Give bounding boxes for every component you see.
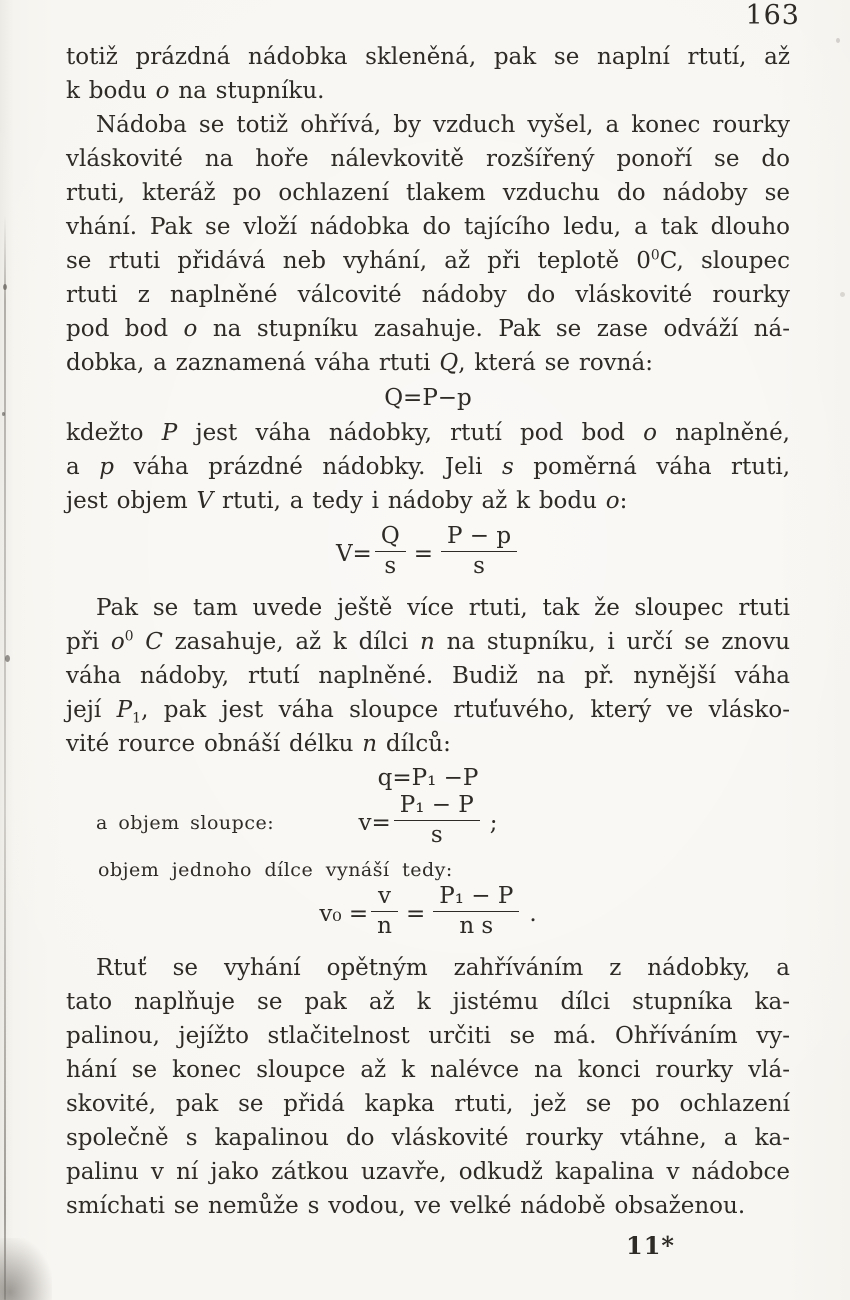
paragraph-compressibility: [66, 951, 790, 1223]
text-line: se rtuti přidává neb vyhání, až při teplotě $0^0C$, sloupec: [66, 247, 790, 274]
paragraph-intro: [66, 40, 790, 108]
page-number: 163: [745, 0, 800, 31]
fraction-numerator: Q: [380, 523, 400, 549]
fraction: [371, 885, 398, 938]
fraction: [441, 525, 517, 578]
formula-tail: ;: [489, 809, 498, 836]
text-line: Nádoba se totiž ohřívá, by vzduch vyšel, a konec rourky: [96, 112, 790, 138]
text-line: vhání. Pak se vloží nádobka do tajícího ledu, a tak dlouho: [66, 214, 790, 240]
formula-weight-difference: [66, 383, 790, 413]
equals-sign: =: [413, 540, 433, 567]
text-line: hání se konec sloupce až k nalévce na konci rourky vlá-: [66, 1057, 790, 1083]
formula-lhs: v₀ =: [319, 900, 369, 927]
text-column: [66, 40, 790, 1260]
scan-artifact-binding-line: [4, 215, 6, 1300]
text-line: skovité, pak se přidá kapka rtuti, jež se po ochlazení: [66, 1091, 790, 1117]
paragraph-procedure: [66, 108, 790, 380]
formula-text: q=P₁ −P: [377, 765, 479, 791]
fraction-denominator: n: [371, 911, 398, 938]
fraction: [433, 885, 519, 938]
fraction-denominator: s: [394, 820, 480, 847]
fraction-numerator: v: [378, 883, 392, 909]
paragraph-more-mercury: [66, 591, 790, 761]
text-line: při $o^0$ C zasahuje, až k dílci n na stupníku, i určí se znovu: [66, 628, 791, 655]
formula-label: a objem sloupce:: [96, 811, 275, 834]
scan-artifact-speck: [840, 292, 845, 297]
formula-lhs: v=: [358, 809, 391, 836]
text-line: k bodu o na stupníku.: [66, 78, 325, 104]
formula-column-volume-row: [66, 792, 790, 849]
paragraph-definitions: [66, 416, 790, 518]
formula-tail: .: [529, 900, 537, 927]
fraction-denominator: n s: [433, 911, 519, 938]
text-line: tato naplňuje se pak až k jistému dílci stupníka ka-: [66, 989, 790, 1015]
text-line: jest objem V rtuti, a tedy i nádoby až k bodu o:: [66, 488, 628, 514]
formula-text: Q=P−p: [384, 385, 472, 411]
text-line: totiž prázdná nádobka skleněná, pak se naplní rtutí, až: [66, 44, 790, 70]
fraction-numerator: P₁ − P: [399, 792, 474, 818]
formula-unit-volume: [66, 883, 790, 940]
scan-artifact-speck: [2, 412, 5, 416]
text-line: vláskovité na hoře nálevkovitě rozšířený ponoří se do: [66, 146, 790, 172]
fraction-denominator: s: [375, 551, 406, 578]
text-line: pod bod o na stupníku zasahuje. Pak se zase odváží ná-: [66, 316, 790, 342]
text-line: dobka, a zaznamená váha rtuti Q, která se rovná:: [66, 350, 653, 376]
text-line: kdežto P jest váha nádobky, rtutí pod bod o naplněné,: [66, 420, 790, 446]
formula-label-line: objem jednoho dílce vynáší tedy:: [98, 859, 453, 881]
equals-sign: =: [405, 900, 426, 927]
scan-artifact-speck: [5, 655, 10, 662]
text-line: palinu v ní jako zátkou uzavře, odkudž kapalina v nádobce: [66, 1159, 790, 1185]
fraction: [394, 794, 480, 847]
text-line: smíchati se nemůže s vodou, ve velké nádobě obsaženou.: [66, 1193, 746, 1219]
scan-artifact-speck: [836, 38, 840, 43]
formula-column-weight: [66, 763, 790, 793]
text-line: společně s kapalinou do vláskovité rourky vtáhne, a ka-: [66, 1125, 790, 1151]
fraction-numerator: P₁ − P: [439, 883, 514, 909]
signature-mark: 11*: [626, 1231, 675, 1260]
text-line: a p váha prázdné nádobky. Jeli s poměrná váha rtuti,: [66, 454, 791, 480]
formula-lhs: V=: [335, 540, 372, 567]
scan-artifact-corner-smudge: [0, 1238, 52, 1300]
text-line: Pak se tam uvede ještě více rtuti, tak že sloupec rtuti: [96, 595, 790, 621]
fraction-numerator: P − p: [446, 523, 512, 549]
scan-artifact-speck: [3, 284, 7, 290]
text-line: palinou, jejížto stlačitelnost určiti se má. Ohříváním vy-: [66, 1023, 790, 1049]
text-line: rtuti, kteráž po ochlazení tlakem vzduchu do nádoby se: [66, 180, 790, 206]
text-line: její $P_1$, pak jest váha sloupce rtuťuvého, který ve vlásko-: [66, 697, 790, 727]
text-line: rtuti z naplněné válcovité nádoby do vláskovité rourky: [66, 282, 790, 308]
text-line: Rtuť se vyhání opětným zahříváním z nádobky, a: [96, 955, 790, 981]
fraction: [375, 525, 406, 578]
fraction-denominator: s: [441, 551, 517, 578]
text-line: vité rource obnáší délku n dílců:: [66, 731, 451, 757]
text-line: váha nádoby, rtutí naplněné. Budiž na př. nynější váha: [66, 663, 790, 689]
formula-volume: [66, 523, 790, 580]
